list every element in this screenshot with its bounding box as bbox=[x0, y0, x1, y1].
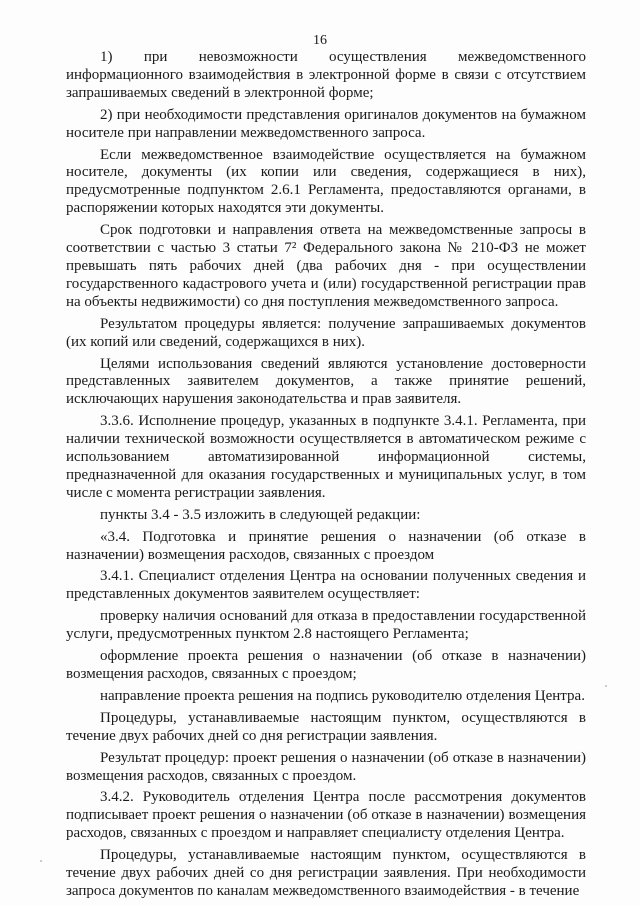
paragraph: Результат процедур: проект решения о назначении (об отказе в назначении) возмещения расходов, связанных с проездом. bbox=[66, 749, 586, 784]
paragraph: 3.4.2. Руководитель отделения Центра после рассмотрения документов подписывает проект решения о назначении (об отказе в назначении) возмещения расходов, связанных с проездом и направляет специалисту отделения Центра. bbox=[66, 789, 586, 842]
paragraph: 1) при невозможности осуществления межведомственного информационного взаимодействия в электронной форме в связи с отсутствием запрашиваемых сведений в электронной форме; bbox=[66, 49, 586, 101]
paragraph: Процедуры, устанавливаемые настоящим пунктом, осуществляются в течение двух рабочих дней со дня регистрации заявления. bbox=[66, 709, 586, 744]
paragraph: Результатом процедуры является: получение запрашиваемых документов (их копий или сведений, содержащихся в них). bbox=[66, 315, 586, 350]
scan-speck bbox=[605, 685, 607, 687]
paragraph: Целями использования сведений являются установление достоверности представленных заявителем документов, а также принятие решений, исключающих нарушения законодательства и прав заявителя. bbox=[66, 355, 586, 408]
scan-speck bbox=[40, 860, 42, 862]
document-body bbox=[66, 49, 586, 901]
page-number: 16 bbox=[313, 33, 327, 48]
paragraph: Процедуры, устанавливаемые настоящим пунктом, осуществляются в течение двух рабочих дней со дня регистрации заявления. При необходимости запроса документов по каналам межведомственного взаимодействия - в течение bbox=[66, 847, 586, 899]
paragraph: Срок подготовки и направления ответа на межведомственные запросы в соответствии с частью 3 статьи 7² Федерального закона № 210-ФЗ не может превышать пять рабочих дней (два рабочих дня - при осуществлении государственного кадастрового учета и (или) государственной регистрации прав на объекты недвижимости) со дня поступления межведомственного запроса. bbox=[66, 222, 586, 310]
paragraph: «3.4. Подготовка и принятие решения о назначении (об отказе в назначении) возмещения расходов, связанных с проездом bbox=[66, 528, 586, 563]
paragraph: проверку наличия оснований для отказа в предоставлении государственной услуги, предусмотренных пунктом 2.8 настоящего Регламента; bbox=[66, 608, 586, 643]
paragraph: Если межведомственное взаимодействие осуществляется на бумажном носителе, документы (их копии или сведения, содержащиеся в них), предусмотренные подпунктом 2.6.1 Регламента, предоставляются органами, в распоряжении которых находятся эти документы. bbox=[66, 146, 586, 217]
paragraph: пункты 3.4 - 3.5 изложить в следующей редакции: bbox=[100, 506, 421, 523]
paragraph: 3.4.1. Специалист отделения Центра на основании полученных сведения и представленных документов заявителем осуществляет: bbox=[66, 568, 586, 603]
paragraph: 2) при необходимости представления оригиналов документов на бумажном носителе при направлении межведомственного запроса. bbox=[66, 106, 586, 141]
paragraph: оформление проекта решения о назначении (об отказе в назначении) возмещения расходов, связанных с проездом; bbox=[66, 648, 586, 682]
paragraph: направление проекта решения на подпись руководителю отделения Центра. bbox=[100, 687, 585, 704]
paragraph: 3.3.6. Исполнение процедур, указанных в подпункте 3.4.1. Регламента, при наличии технической возможности осуществляется в автоматическом режиме с использованием автоматизированной информационной системы, предназначенной для оказания государственных и муниципальных услуг, в том числе с момента регистрации заявления. bbox=[66, 413, 586, 501]
